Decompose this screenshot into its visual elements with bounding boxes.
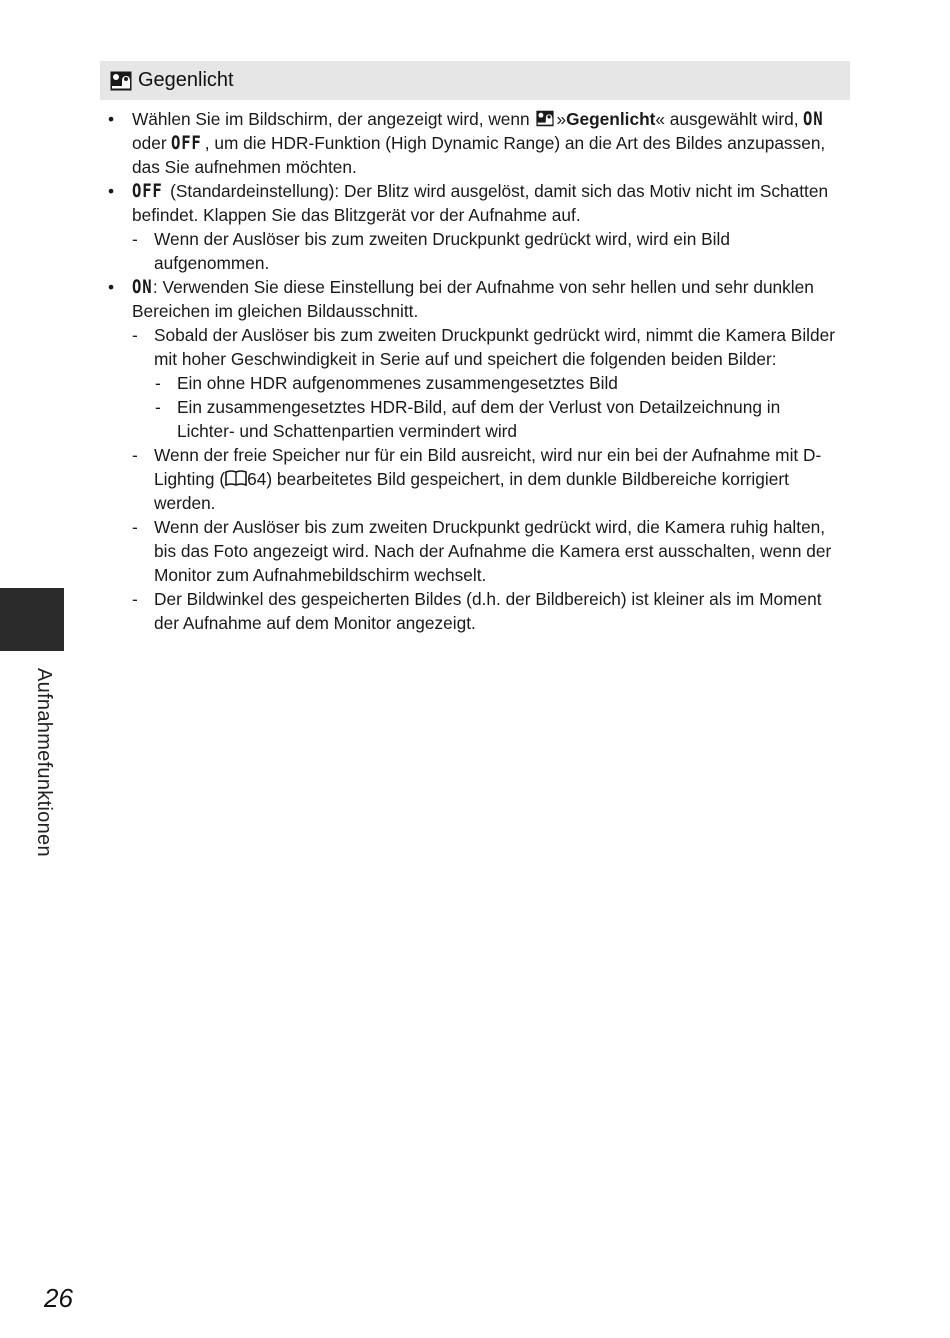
book-reference-icon bbox=[225, 470, 247, 487]
bullet-item: • OFF (Standardeinstellung): Der Blitz wird ausgelöst, damit sich das Motiv nicht im Schatten befindet. Klappen Sie das Blitzgerät vor der Aufnahme auf. bbox=[108, 179, 840, 227]
chapter-tab bbox=[0, 588, 64, 651]
sub-item: - Wenn der freie Speicher nur für ein Bild ausreicht, wird nur ein bei der Aufnahme mit D-Lighting ( 64) bearbeitetes Bild gespeichert, in dem dunkle Bildbereiche korrigiert werden. bbox=[108, 443, 840, 515]
bullet-item: • Wählen Sie im Bildschirm, der angezeigt wird, wenn »Gegenlicht« ausgewählt wird, ON oder OFF , um die HDR-Funktion (High Dynamic Range) an die Art des Bildes anzupassen, das Sie aufnehmen möchten. bbox=[108, 107, 840, 179]
chapter-label: Aufnahmefunktionen bbox=[33, 668, 55, 857]
sub-sub-item: - Ein zusammengesetztes HDR-Bild, auf dem der Verlust von Detailzeichnung in Lichter- und Schattenpartien vermindert wird bbox=[108, 395, 840, 443]
menu-option-name: Gegenlicht bbox=[566, 109, 656, 129]
section-heading bbox=[100, 61, 850, 100]
page-reference[interactable]: 64 bbox=[247, 469, 267, 489]
bullet-item: • ON: Verwenden Sie diese Einstellung bei der Aufnahme von sehr hellen und sehr dunklen Bereichen im gleichen Bildausschnitt. bbox=[108, 275, 840, 323]
sub-item: - Wenn der Auslöser bis zum zweiten Druckpunkt gedrückt wird, die Kamera ruhig halten, bis das Foto angezeigt wird. Nach der Aufnahme die Kamera erst ausschalten, wenn der Monitor zum Aufnahmebildschirm wechselt. bbox=[108, 515, 840, 587]
off-setting-label: OFF bbox=[171, 132, 203, 154]
sub-item: - Wenn der Auslöser bis zum zweiten Druckpunkt gedrückt wird, wird ein Bild aufgenommen. bbox=[108, 227, 840, 275]
backlighting-scene-icon bbox=[110, 71, 132, 91]
on-setting-label: ON bbox=[803, 108, 824, 130]
sub-item: - Der Bildwinkel des gespeicherten Bildes (d.h. der Bildbereich) ist kleiner als im Moment der Aufnahme auf dem Monitor angezeigt. bbox=[108, 587, 840, 635]
content-body bbox=[108, 107, 840, 635]
sub-item: - Sobald der Auslöser bis zum zweiten Druckpunkt gedrückt wird, nimmt die Kamera Bilder mit hoher Geschwindigkeit in Serie auf und speichert die folgenden beiden Bilder: bbox=[108, 323, 840, 371]
backlighting-scene-icon bbox=[536, 110, 554, 127]
section-title: Gegenlicht bbox=[138, 69, 234, 91]
page-number: 26 bbox=[44, 1283, 73, 1313]
on-setting-label: ON bbox=[132, 276, 153, 298]
off-setting-label: OFF bbox=[132, 180, 163, 202]
sub-sub-item: - Ein ohne HDR aufgenommenes zusammengesetztes Bild bbox=[108, 371, 840, 395]
